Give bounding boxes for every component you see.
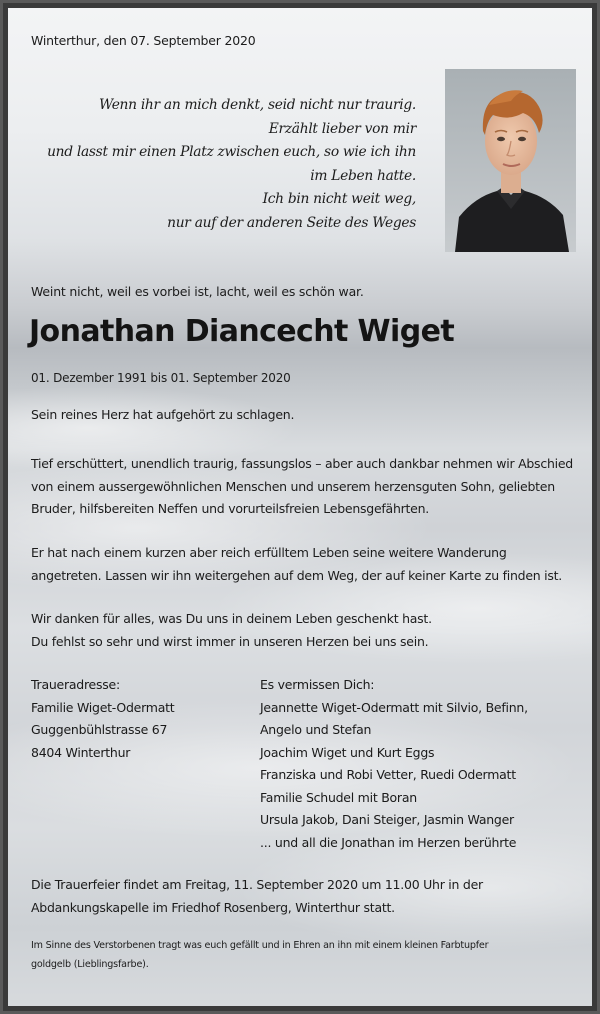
obituary-frame	[3, 3, 597, 1011]
paragraph-heart	[31, 404, 576, 427]
poem-line: im Leben hatte.	[310, 167, 416, 184]
note-line: Im Sinne des Verstorbenen tragt was euch gefällt und in Ehren an ihn mit einem kleinen Farbtupfer	[31, 940, 489, 951]
paragraph-line: Du fehlst so sehr und wirst immer in unseren Herzen bei uns sein.	[31, 633, 429, 649]
paragraph-line: von einem aussergewöhnlichen Menschen und unserem herzensguten Sohn, geliebten	[31, 478, 555, 494]
mourner-line: ... und all die Jonathan im Herzen berührte	[260, 834, 517, 850]
paragraph-line: Sein reines Herz hat aufgehört zu schlagen.	[31, 407, 295, 422]
mourners-list	[260, 674, 528, 854]
paragraph-thanks	[31, 608, 576, 653]
place-date: Winterthur, den 07. September 2020	[31, 33, 256, 48]
paragraph-line: Bruder, hilfsbereiten Neffen und vorurteilsfreien Lebensgefährten.	[31, 501, 429, 516]
paragraph-line: angetreten. Lassen wir ihn weitergehen auf dem Weg, der auf keiner Karte zu finden ist.	[31, 567, 563, 583]
mourner-line: Ursula Jakob, Dani Steiger, Jasmin Wanger	[260, 812, 514, 827]
dress-note	[31, 936, 576, 974]
poem-line: Erzählt lieber von mir	[268, 120, 416, 137]
address-label: Traueradresse:	[31, 677, 120, 692]
mourning-address	[31, 674, 174, 764]
address-line: 8404 Winterthur	[31, 744, 131, 760]
paragraph-line: Wir danken für alles, was Du uns in deinem Leben geschenkt hast.	[31, 611, 432, 626]
poem-line: und lasst mir einen Platz zwischen euch, so wie ich ihn	[47, 144, 416, 160]
mourner-line: Familie Schudel mit Boran	[260, 789, 417, 805]
mourner-line: Joachim Wiget und Kurt Eggs	[260, 744, 435, 760]
mourner-line: Jeannette Wiget-Odermatt mit Silvio, Befinn,	[260, 699, 528, 715]
lifespan: 01. Dezember 1991 bis 01. September 2020	[31, 371, 291, 385]
ceremony-line: Abdankungskapelle im Friedhof Rosenberg, Winterthur statt.	[31, 899, 395, 915]
obituary-page	[8, 8, 592, 1006]
note-line: goldgelb (Lieblingsfarbe).	[31, 959, 149, 970]
portrait-photo	[445, 69, 576, 252]
poem	[47, 94, 416, 235]
mourner-line: Angelo und Stefan	[260, 722, 372, 737]
poem-line: Wenn ihr an mich denkt, seid nicht nur traurig.	[98, 97, 416, 113]
ceremony-info	[31, 874, 576, 919]
mourners-label: Es vermissen Dich:	[260, 677, 375, 692]
address-line: Familie Wiget-Odermatt	[31, 699, 175, 715]
poem-line: nur auf der anderen Seite des Weges	[167, 214, 416, 231]
poem-line: Ich bin nicht weit weg,	[262, 191, 416, 207]
mourner-line: Franziska und Robi Vetter, Ruedi Odermatt	[260, 767, 516, 782]
paragraph-journey	[31, 542, 576, 587]
paragraph-line: Er hat nach einem kurzen aber reich erfülltem Leben seine weitere Wanderung	[31, 545, 507, 560]
ceremony-line: Die Trauerfeier findet am Freitag, 11. September 2020 um 11.00 Uhr in der	[31, 877, 483, 892]
deceased-name: Jonathan Diancecht Wiget	[29, 314, 455, 349]
motto: Weint nicht, weil es vorbei ist, lacht, weil es schön war.	[31, 284, 364, 299]
paragraph-farewell	[31, 453, 576, 521]
paragraph-line: Tief erschüttert, unendlich traurig, fassungslos – aber auch dankbar nehmen wir Abschied	[31, 456, 573, 471]
address-line: Guggenbühlstrasse 67	[31, 722, 168, 737]
